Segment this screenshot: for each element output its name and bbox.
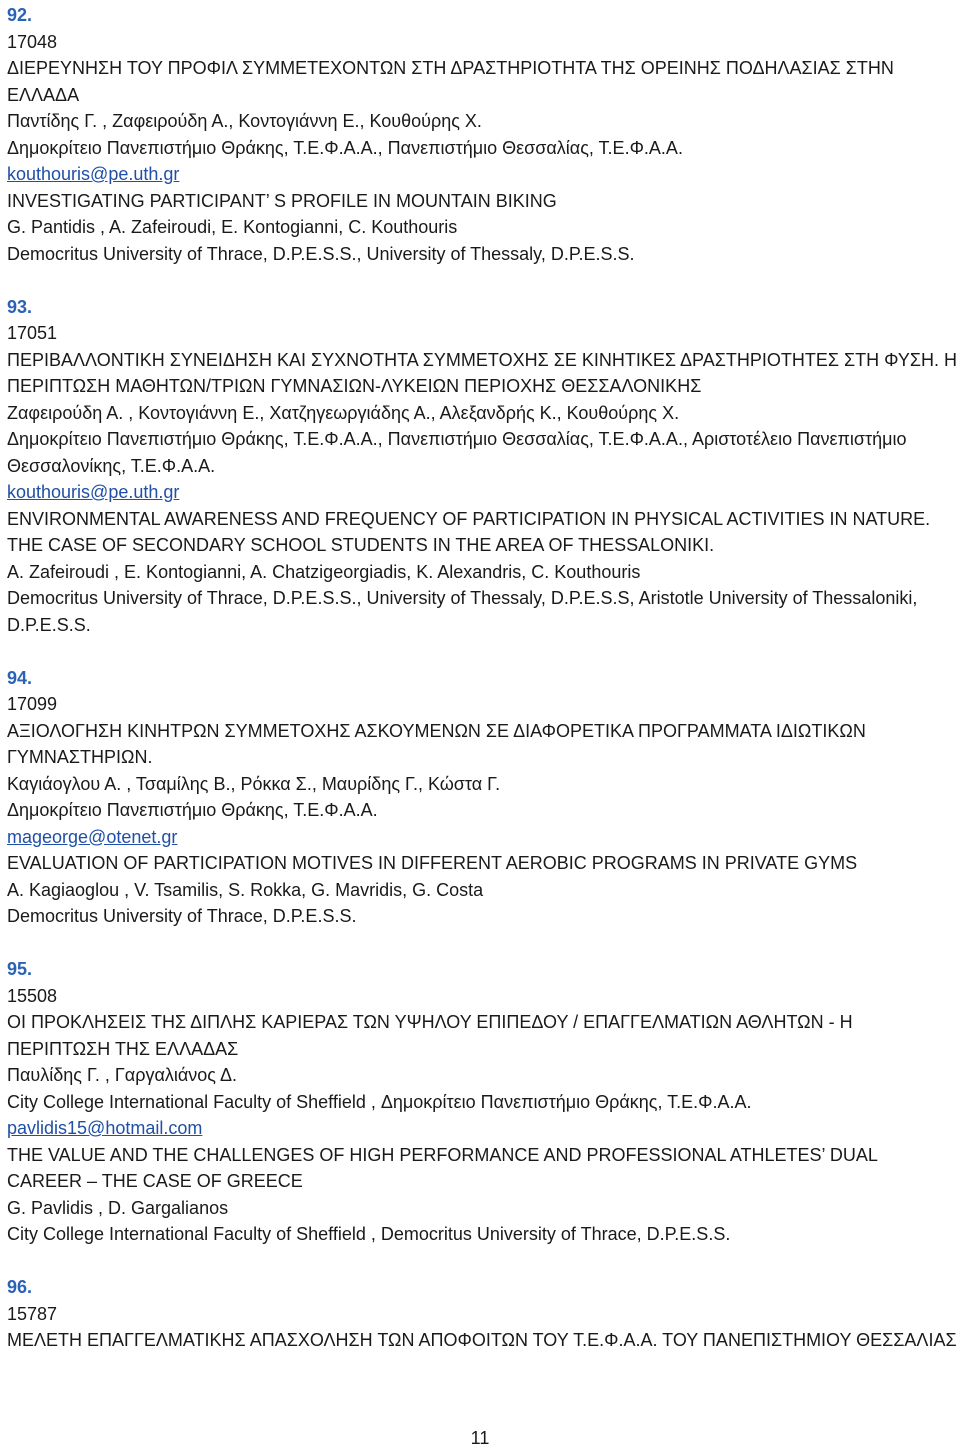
entry-code: 15787 (7, 1303, 58, 1324)
entry-code: 17048 (7, 31, 58, 52)
email-link[interactable]: kouthouris@pe.uth.gr (7, 482, 180, 502)
abstract-entry-94 (7, 665, 957, 930)
authors-english: A. Zafeiroudi , E. Kontogianni, A. Chatzigeorgiadis, K. Alexandris, C. Kouthouris (7, 561, 641, 582)
entry-number: 93. (7, 296, 33, 317)
abstract-entry-92 (7, 2, 957, 267)
title-greek: ΟΙ ΠΡΟΚΛΗΣΕΙΣ ΤΗΣ ΔΙΠΛΗΣ ΚΑΡΙΕΡΑΣ ΤΩΝ ΥΨΗΛΟΥ ΕΠΙΠΕΔΟΥ / ΕΠΑΓΓΕΛΜΑΤΙΩΝ ΑΘΛΗΤΩΝ - Η ΠΕΡΙΠΤΩΣΗ ΤΗΣ ΕΛΛΑΔΑΣ (7, 1012, 853, 1059)
title-greek: ΠΕΡΙΒΑΛΛΟΝΤΙΚΗ ΣΥΝΕΙΔΗΣΗ ΚΑΙ ΣΥΧΝΟΤΗΤΑ ΣΥΜΜΕΤΟΧΗΣ ΣΕ ΚΙΝΗΤΙΚΕΣ ΔΡΑΣΤΗΡΙΟΤΗΤΕΣ ΣΤΗ ΦΥΣΗ. Η ΠΕΡΙΠΤΩΣΗ ΜΑΘΗΤΩΝ/ΤΡΙΩΝ ΓΥΜΝΑΣΙΩΝ-ΛΥΚΕΙΩΝ ΠΕΡΙΟΧΗΣ ΘΕΣΣΑΛΟΝΙΚΗΣ (7, 349, 958, 396)
authors-greek: Παυλίδης Γ. , Γαργαλιάνος Δ. (7, 1065, 237, 1085)
entry-code: 15508 (7, 985, 58, 1006)
affiliation-english: Democritus University of Thrace, D.P.E.S.S., University of Thessaly, D.P.E.S.S. (7, 243, 635, 264)
entry-code: 17099 (7, 694, 58, 714)
affiliation-greek: City College International Faculty of Sheffield , Δημοκρίτειο Πανεπιστήμιο Θράκης, Τ.Ε.Φ.Α.Α. (7, 1091, 752, 1112)
email-link[interactable]: mageorge@otenet.gr (7, 826, 178, 847)
authors-greek: Καγιάογλου Α. , Τσαμίλης Β., Ρόκκα Σ., Μαυρίδης Γ., Κώστα Γ. (7, 773, 501, 794)
document-page (7, 2, 957, 1380)
entry-number: 95. (7, 959, 33, 979)
affiliation-english: Democritus University of Thrace, D.P.E.S.S., University of Thessaly, D.P.E.S.S, Aristotle University of Thessaloniki, D.P.E.S.S. (7, 588, 918, 635)
page-number: 11 (470, 1428, 490, 1448)
title-english: INVESTIGATING PARTICIPANT’ S PROFILE IN MOUNTAIN BIKING (7, 190, 557, 211)
affiliation-greek: Δημοκρίτειο Πανεπιστήμιο Θράκης, Τ.Ε.Φ.Α.Α. (7, 800, 378, 820)
abstract-entry-96 (7, 1274, 957, 1354)
title-english: ENVIRONMENTAL AWARENESS AND FREQUENCY OF PARTICIPATION IN PHYSICAL ACTIVITIES IN NATURE. THE CASE OF SECONDARY SCHOOL STUDENTS IN THE AREA OF THESSALONIKI. (7, 508, 931, 555)
entry-number: 96. (7, 1277, 33, 1297)
entry-number: 94. (7, 667, 33, 688)
title-greek: ΑΞΙΟΛΟΓΗΣΗ ΚΙΝΗΤΡΩΝ ΣΥΜΜΕΤΟΧΗΣ ΑΣΚΟΥΜΕΝΩΝ ΣΕ ΔΙΑΦΟΡΕΤΙΚΑ ΠΡΟΓΡΑΜΜΑΤΑ ΙΔΙΩΤΙΚΩΝ ΓΥΜΝΑΣΤΗΡΙΩΝ. (7, 720, 866, 767)
title-english: THE VALUE AND THE CHALLENGES OF HIGH PERFORMANCE AND PROFESSIONAL ATHLETES’ DUAL CAREER – THE CASE OF GREECE (7, 1144, 878, 1191)
abstract-entry-95 (7, 956, 957, 1248)
email-link[interactable]: kouthouris@pe.uth.gr (7, 164, 180, 184)
affiliation-greek: Δημοκρίτειο Πανεπιστήμιο Θράκης, Τ.Ε.Φ.Α.Α., Πανεπιστήμιο Θεσσαλίας, Τ.Ε.Φ.Α.Α. (7, 137, 683, 158)
title-english: EVALUATION OF PARTICIPATION MOTIVES IN DIFFERENT AEROBIC PROGRAMS IN PRIVATE GYMS (7, 853, 858, 873)
title-greek: ΜΕΛΕΤΗ ΕΠΑΓΓΕΛΜΑΤΙΚΗΣ ΑΠΑΣΧΟΛΗΣΗ ΤΩΝ ΑΠΟΦΟΙΤΩΝ ΤΟΥ Τ.Ε.Φ.Α.Α. ΤΟΥ ΠΑΝΕΠΙΣΤΗΜΙΟΥ ΘΕΣΣΑΛΙΑΣ (7, 1330, 957, 1350)
title-greek: ΔΙΕΡΕΥΝΗΣΗ ΤΟΥ ΠΡΟΦΙΛ ΣΥΜΜΕΤΕΧΟΝΤΩΝ ΣΤΗ ΔΡΑΣΤΗΡΙΟΤΗΤΑ ΤΗΣ ΟΡΕΙΝΗΣ ΠΟΔΗΛΑΣΙΑΣ ΣΤΗΝ ΕΛΛΑΔΑ (7, 58, 894, 105)
affiliation-english: City College International Faculty of Sheffield , Democritus University of Thrace, D.P.E.S.S. (7, 1224, 731, 1244)
entry-number: 92. (7, 5, 33, 25)
affiliation-greek: Δημοκρίτειο Πανεπιστήμιο Θράκης, Τ.Ε.Φ.Α.Α., Πανεπιστήμιο Θεσσαλίας, Τ.Ε.Φ.Α.Α., Αριστοτέλειο Πανεπιστήμιο Θεσσαλονίκης, Τ.Ε.Φ.Α.Α. (7, 429, 907, 476)
authors-greek: Παντίδης Γ. , Ζαφειρούδη Α., Κοντογιάννη Ε., Κουθούρης Χ. (7, 111, 482, 131)
affiliation-english: Democritus University of Thrace, D.P.E.S.S. (7, 906, 357, 926)
authors-english: G. Pavlidis , D. Gargalianos (7, 1197, 229, 1218)
entry-code: 17051 (7, 323, 58, 343)
email-link[interactable]: pavlidis15@hotmail.com (7, 1118, 203, 1138)
authors-english: G. Pantidis , A. Zafeiroudi, E. Kontogianni, C. Kouthouris (7, 217, 458, 237)
authors-greek: Ζαφειρούδη Α. , Κοντογιάννη Ε., Χατζηγεωργιάδης Α., Αλεξανδρής Κ., Κουθούρης Χ. (7, 402, 680, 423)
abstract-entry-93 (7, 294, 957, 639)
authors-english: A. Kagiaoglou , V. Tsamilis, S. Rokka, G. Mavridis, G. Costa (7, 879, 484, 900)
